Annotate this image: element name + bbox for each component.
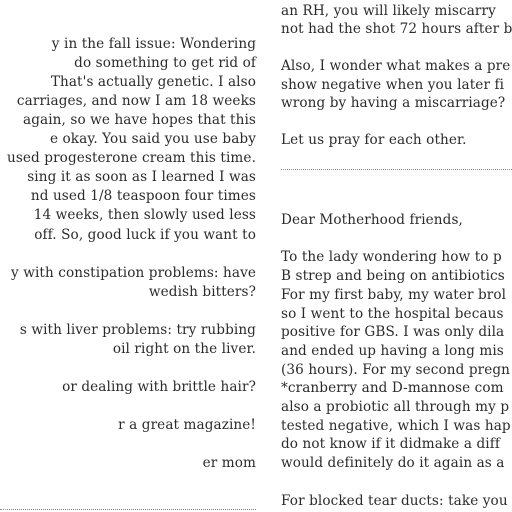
letter-paragraph-line: (36 hours). For my second pregn xyxy=(281,361,511,378)
letter-paragraph-line: tested negative, which I was hap xyxy=(281,417,511,434)
left-paragraph-line: 14 weeks, then slowly used less xyxy=(33,207,256,224)
right-top-paragraph-line: show negative when you later fi xyxy=(281,76,505,93)
left-paragraph-line: carriages, and now I am 18 weeks xyxy=(16,93,256,110)
letter-paragraph-line: For my first baby, my water brol xyxy=(281,286,507,303)
letter-paragraph-line: B strep and being on antibiotics xyxy=(281,268,505,285)
left-paragraph-line: er mom xyxy=(202,455,256,472)
letter-paragraph-line: To the lady wondering how to p xyxy=(281,249,502,266)
left-paragraph-line: oil right on the liver. xyxy=(112,340,256,357)
left-paragraph-line: off. So, good luck if you want to xyxy=(34,226,256,243)
left-paragraph-line: s with liver problems: try rubbing xyxy=(19,321,256,338)
left-paragraph-line: used progesterone cream this time. xyxy=(6,150,256,167)
right-top-paragraph-line: not had the shot 72 hours after b xyxy=(281,21,512,38)
left-paragraph-line: or dealing with brittle hair? xyxy=(62,378,256,395)
right-column-section-divider xyxy=(281,169,512,170)
letter-paragraph-line: would definitely do it again as a xyxy=(281,455,505,472)
left-paragraph-line: r a great magazine! xyxy=(118,417,256,433)
letter-paragraph-line: also a probiotic all through my p xyxy=(281,399,510,415)
letter-paragraph-line: do not know if it didmake a diff xyxy=(281,436,500,453)
letter-paragraph-line: *cranberry and D-mannose com xyxy=(281,380,504,397)
left-paragraph-line: do something to get rid of xyxy=(74,55,256,72)
left-paragraph-line: That's actually genetic. I also xyxy=(50,74,256,91)
right-column xyxy=(281,0,512,512)
right-top-paragraph-line: wrong by having a miscarriage? xyxy=(281,95,506,111)
letter-paragraph-line: positive for GBS. I was only dila xyxy=(281,324,505,341)
left-paragraph-line: y with constipation problems: have xyxy=(11,264,256,281)
left-paragraph-line: again, so we have hopes that this xyxy=(23,112,256,129)
right-top-paragraph-line: Also, I wonder what makes a pre xyxy=(281,58,511,75)
letter-paragraph-line: and ended up having a long mis xyxy=(281,342,504,359)
letter-paragraph-line: so I went to the hospital becaus xyxy=(281,305,504,322)
letter-paragraph-line: For blocked tear ducts: take you xyxy=(281,492,508,509)
right-top-paragraph-line: an RH, you will likely miscarry xyxy=(281,3,496,19)
left-paragraph-line: sing it as soon as I learned I was xyxy=(27,169,256,186)
left-paragraph-line: wedish bitters? xyxy=(148,283,256,300)
left-column-bottom-divider xyxy=(0,509,256,510)
left-paragraph-line: e okay. You said you use baby xyxy=(49,131,256,148)
letter-paragraph-line: Dear Motherhood friends, xyxy=(281,212,463,228)
left-paragraph-line: y in the fall issue: Wondering xyxy=(51,36,256,52)
right-top-paragraph-line: Let us pray for each other. xyxy=(281,131,467,148)
left-paragraph-line: nd used 1/8 teaspoon four times xyxy=(30,188,256,205)
